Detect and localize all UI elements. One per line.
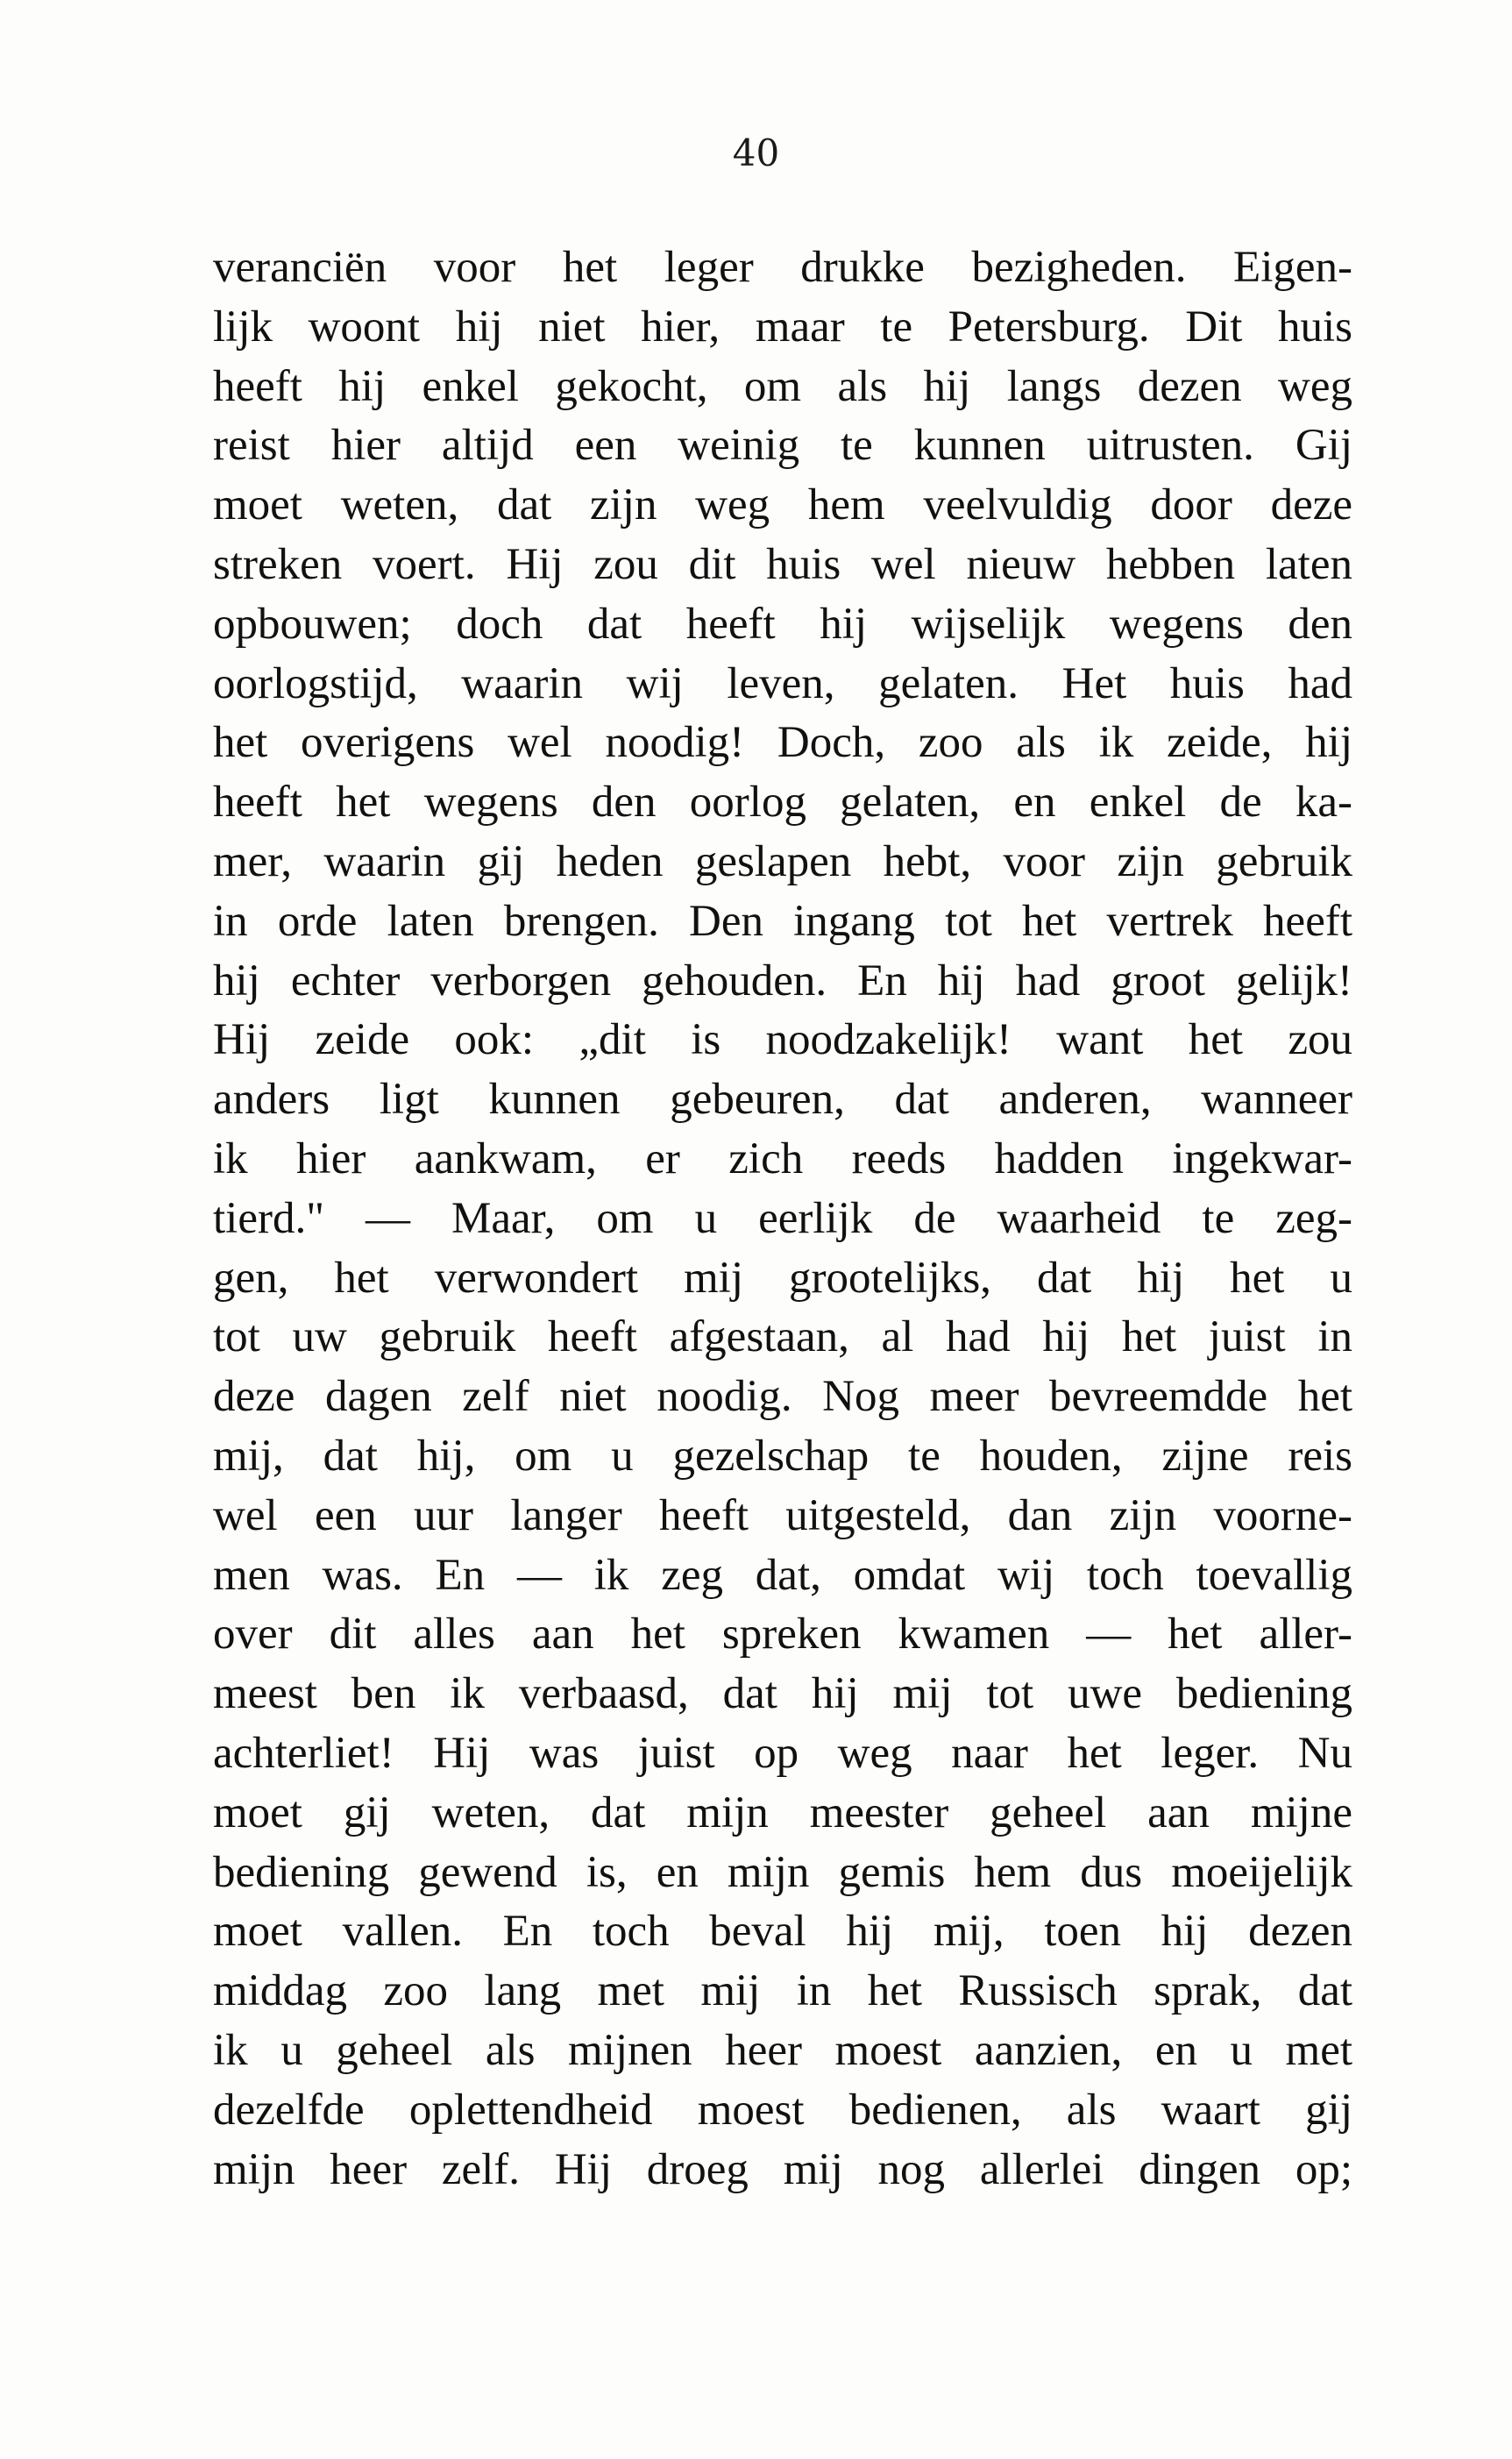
text-line: gen, het verwondert mij grootelijks, dat hij het u (213, 1253, 1352, 1303)
text-line: Hij zeide ook: „dit is noodzakelijk! want het zou (213, 1015, 1352, 1065)
text-line: dezelfde oplettendheid moest bedienen, als waart gij (213, 2085, 1352, 2135)
text-line: men was. En — ik zeg dat, omdat wij toch toevallig (213, 1550, 1352, 1600)
text-line: mij, dat hij, om u gezelschap te houden, zijne reis (213, 1431, 1352, 1481)
text-line: reist hier altijd een weinig te kunnen uitrusten. Gij (213, 421, 1352, 471)
page-number: 40 (732, 131, 780, 174)
text-line: bediening gewend is, en mijn gemis hem dus moeijelijk (213, 1847, 1352, 1897)
text-line: achterliet! Hij was juist op weg naar het leger. Nu (213, 1728, 1352, 1778)
text-line: ik u geheel als mijnen heer moest aanzien, en u met (213, 2025, 1352, 2075)
text-line: mer, waarin gij heden geslapen hebt, voor zijn gebruik (213, 836, 1352, 886)
text-line: heeft hij enkel gekocht, om als hij langs dezen weg (213, 361, 1352, 411)
text-line: anders ligt kunnen gebeuren, dat anderen, wanneer (213, 1075, 1352, 1125)
body-text (213, 238, 1352, 2200)
text-line: heeft het wegens den oorlog gelaten, en enkel de ka- (213, 778, 1352, 828)
text-line: ik hier aankwam, er zich reeds hadden ingekwar- (213, 1134, 1352, 1183)
text-line: lijk woont hij niet hier, maar te Petersburg. Dit huis (213, 302, 1352, 352)
text-line: mijn heer zelf. Hij droeg mij nog allerlei dingen op; (213, 2144, 1352, 2194)
text-line: middag zoo lang met mij in het Russisch sprak, dat (213, 1966, 1352, 2016)
text-line: opbouwen; doch dat heeft hij wijselijk wegens den (213, 599, 1352, 649)
text-line: moet vallen. En toch beval hij mij, toen hij dezen (213, 1907, 1352, 1957)
text-line: tot uw gebruik heeft afgestaan, al had hij het juist in (213, 1312, 1352, 1362)
text-line: hij echter verborgen gehouden. En hij had groot gelijk! (213, 956, 1352, 1006)
text-line: moet weten, dat zijn weg hem veelvuldig door deze (213, 480, 1352, 530)
text-line: tierd." — Maar, om u eerlijk de waarheid te zeg- (213, 1193, 1352, 1243)
text-line: veranciën voor het leger drukke bezigheden. Eigen- (213, 243, 1352, 292)
text-line: deze dagen zelf niet noodig. Nog meer bevreemdde het (213, 1372, 1352, 1422)
text-line: oorlogstijd, waarin wij leven, gelaten. Het huis had (213, 658, 1352, 708)
text-line: het overigens wel noodig! Doch, zoo als ik zeide, hij (213, 718, 1352, 768)
text-line: streken voert. Hij zou dit huis wel nieuw hebben laten (213, 539, 1352, 589)
text-line: wel een uur langer heeft uitgesteld, dan zijn voorne- (213, 1490, 1352, 1540)
text-line: in orde laten brengen. Den ingang tot het vertrek heeft (213, 896, 1352, 946)
text-line: meest ben ik verbaasd, dat hij mij tot uwe bediening (213, 1669, 1352, 1719)
text-line: over dit alles aan het spreken kwamen — het aller- (213, 1610, 1352, 1659)
text-line: moet gij weten, dat mijn meester geheel aan mijne (213, 1787, 1352, 1837)
